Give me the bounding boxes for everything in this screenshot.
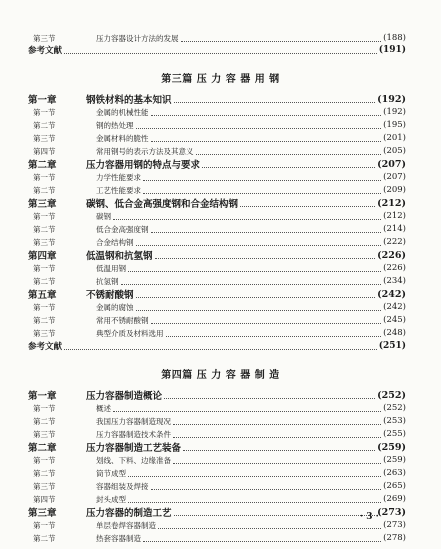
- section-title: 热套容器制造: [96, 533, 141, 543]
- part-heading: 第四篇 压 力 容 器 制 造: [161, 370, 280, 381]
- page-ref: (212): [383, 211, 406, 221]
- section-label: 第三节: [33, 328, 56, 338]
- toc-entry-chapter: [28, 158, 406, 170]
- chapter-label: 第三章: [28, 508, 57, 519]
- toc-entry-section: [28, 210, 406, 222]
- leader-dots: [128, 501, 381, 503]
- leader-dots: [155, 257, 376, 259]
- section-title: 概述: [96, 403, 111, 413]
- page-ref: (192): [383, 107, 406, 117]
- section-title: 筒节成型: [96, 468, 126, 478]
- section-title: 单层卷焊容器制造: [96, 520, 156, 530]
- section-title: 金属材料的脆性: [96, 133, 149, 143]
- section-title: 压力容器制造技术条件: [96, 429, 171, 439]
- toc-entry-section: [28, 314, 406, 326]
- leader-dots: [174, 101, 376, 103]
- toc-entry-section: [28, 493, 406, 505]
- toc-entry-section: [28, 428, 406, 440]
- section-title: 低合金高强度钢: [96, 224, 149, 234]
- page-ref: (278): [383, 533, 406, 543]
- chapter-label: 第二章: [28, 160, 57, 171]
- section-title: 工艺性能要求: [96, 185, 141, 195]
- section-label: 第三节: [33, 481, 56, 491]
- toc-entry-chapter: [28, 389, 406, 401]
- chapter-label: 第一章: [28, 95, 57, 106]
- section-title: 合金结构钢: [96, 237, 134, 247]
- page-ref: (273): [383, 520, 406, 530]
- toc-entry-section: [28, 171, 406, 183]
- page-ref: (226): [383, 263, 406, 273]
- page-ref: (251): [378, 341, 406, 351]
- section-label: 第二节: [33, 276, 56, 286]
- toc-entry-section: [28, 275, 406, 287]
- leader-dots: [202, 166, 375, 168]
- page-ref: (188): [383, 33, 406, 43]
- toc-entry-section: [28, 145, 406, 157]
- section-label: 第二节: [33, 185, 56, 195]
- page-ref: (191): [378, 45, 406, 55]
- chapter-title: 压力容器制造概论: [86, 391, 163, 402]
- leader-dots: [136, 244, 382, 246]
- leader-dots: [143, 192, 381, 194]
- toc-entry-section: [28, 480, 406, 492]
- leader-dots: [151, 322, 382, 324]
- section-label: 第二节: [33, 533, 56, 543]
- leader-dots: [136, 127, 382, 129]
- section-title: 钢的热处理: [96, 120, 134, 130]
- leader-dots: [181, 40, 382, 42]
- toc-entry-section: [28, 262, 406, 274]
- leader-dots: [164, 397, 375, 399]
- leader-dots: [151, 140, 382, 142]
- toc-entry-section: [28, 402, 406, 414]
- leader-dots: [174, 514, 376, 516]
- section-title: 我国压力容器制造现况: [96, 416, 171, 426]
- chapter-title: 钢铁材料的基本知识: [86, 95, 172, 106]
- section-title: 抗氢钢: [96, 276, 119, 286]
- leader-dots: [128, 475, 381, 477]
- leader-dots: [136, 296, 376, 298]
- toc-entry-chapter: [28, 249, 406, 261]
- leader-dots: [113, 410, 381, 412]
- chapter-label: 第一章: [28, 391, 57, 402]
- toc-entry-chapter: [28, 288, 406, 300]
- section-title: 力学性能要求: [96, 172, 141, 182]
- page-ref: (226): [377, 249, 406, 261]
- toc-entry-section: [28, 119, 406, 131]
- section-title: 低温用钢: [96, 263, 126, 273]
- chapter-title: 低温钢和抗氢钢: [86, 251, 153, 262]
- toc-entry-section: [28, 454, 406, 466]
- toc-entry-section: [28, 236, 406, 248]
- leader-dots: [113, 218, 381, 220]
- page-ref: (205): [383, 146, 406, 156]
- leader-dots: [64, 52, 377, 54]
- page-ref: (259): [383, 455, 406, 465]
- toc-entry-references: [28, 340, 406, 352]
- section-title: 容器组装及焊接: [96, 481, 149, 491]
- references-label: 参考文献: [28, 46, 63, 56]
- leader-dots: [64, 348, 377, 350]
- section-label: 第三节: [33, 133, 56, 143]
- section-label: 第一节: [33, 107, 56, 117]
- page-ref: (195): [383, 120, 406, 130]
- section-label: 第一节: [33, 302, 56, 312]
- leader-dots: [173, 436, 381, 438]
- chapter-label: 第二章: [28, 443, 57, 454]
- page-ref: (265): [383, 481, 406, 491]
- page-ref: (234): [383, 276, 406, 286]
- toc-entry-references: [28, 44, 406, 56]
- section-label: 第一节: [33, 211, 56, 221]
- toc-entry-section: [28, 106, 406, 118]
- toc-entry-section: [28, 467, 406, 479]
- leader-dots: [166, 335, 382, 337]
- page-ref: (269): [383, 494, 406, 504]
- chapter-title: 压力容器用钢的特点与要求: [86, 160, 201, 171]
- section-label: 第三节: [33, 237, 56, 247]
- leader-dots: [158, 527, 381, 529]
- leader-dots: [151, 114, 382, 116]
- section-label: 第一节: [33, 263, 56, 273]
- section-label: 第二节: [33, 224, 56, 234]
- leader-dots: [196, 153, 382, 155]
- section-label: 第一节: [33, 403, 56, 413]
- chapter-label: 第五章: [28, 290, 57, 301]
- section-label: 第二节: [33, 416, 56, 426]
- section-label: 第一节: [33, 455, 56, 465]
- section-label: 第三节: [33, 33, 56, 43]
- leader-dots: [173, 423, 381, 425]
- page-ref: (207): [377, 158, 406, 170]
- section-title: 碳钢: [96, 211, 111, 221]
- toc-entry-section: [28, 327, 406, 339]
- leader-dots: [143, 540, 381, 542]
- page-ref: (252): [383, 403, 406, 413]
- section-title: 划线、下料、边缘准备: [96, 455, 171, 465]
- part-heading: 第三篇 压 力 容 器 用 钢: [161, 74, 280, 85]
- section-title: 典型介质及材料选用: [96, 328, 164, 338]
- chapter-label: 第三章: [28, 199, 57, 210]
- page-ref: (212): [377, 197, 406, 209]
- page-ref: (253): [383, 416, 406, 426]
- section-title: 金属的腐蚀: [96, 302, 134, 312]
- chapter-title: 压力容器制造工艺装备: [86, 443, 182, 454]
- page-ref: (248): [383, 328, 406, 338]
- section-title: 封头成型: [96, 494, 126, 504]
- leader-dots: [128, 270, 381, 272]
- toc-entry-section: [28, 184, 406, 196]
- page-ref: (252): [377, 389, 406, 401]
- section-label: 第四节: [33, 146, 56, 156]
- page-ref: (201): [383, 133, 406, 143]
- section-title: 常用不锈耐酸钢: [96, 315, 149, 325]
- page-ref: (245): [383, 315, 406, 325]
- section-label: 第二节: [33, 468, 56, 478]
- toc-entry-section: [28, 532, 406, 544]
- toc-entry-section: [28, 415, 406, 427]
- page-ref: (192): [377, 93, 406, 105]
- page-ref: (207): [383, 172, 406, 182]
- page-ref: (242): [377, 288, 406, 300]
- section-label: 第四节: [33, 494, 56, 504]
- section-label: 第一节: [33, 520, 56, 530]
- page-ref: (263): [383, 468, 406, 478]
- toc-entry-chapter: [28, 441, 406, 453]
- leader-dots: [173, 462, 381, 464]
- leader-dots: [143, 179, 381, 181]
- section-label: 第二节: [33, 120, 56, 130]
- chapter-title: 压力容器的制造工艺: [86, 508, 172, 519]
- chapter-title: 不锈耐酸钢: [86, 290, 134, 301]
- section-title: 常用钢号的表示方法及其意义: [96, 146, 194, 156]
- section-title: 金属的机械性能: [96, 107, 149, 117]
- toc-entry-chapter: [28, 93, 406, 105]
- toc-entry-section: [28, 223, 406, 235]
- toc-entry-section: [28, 32, 406, 44]
- page-ref: (214): [383, 224, 406, 234]
- toc-entry-chapter: [28, 197, 406, 209]
- page-ref: (209): [383, 185, 406, 195]
- page-ref: (242): [383, 302, 406, 312]
- leader-dots: [183, 449, 375, 451]
- chapter-label: 第四章: [28, 251, 57, 262]
- leader-dots: [121, 283, 382, 285]
- page-number: · 3 ·: [360, 512, 379, 522]
- page-ref: (222): [383, 237, 406, 247]
- page-ref: (273): [377, 506, 406, 518]
- page-ref: (259): [377, 441, 406, 453]
- section-title: 压力容器设计方法的发展: [96, 33, 179, 43]
- chapter-title: 碳钢、低合金高强度钢和合金结构钢: [86, 199, 239, 210]
- section-label: 第二节: [33, 315, 56, 325]
- toc-entry-section: [28, 301, 406, 313]
- section-label: 第一节: [33, 172, 56, 182]
- toc-entry-chapter: [28, 506, 406, 518]
- leader-dots: [136, 309, 382, 311]
- toc-entry-section: [28, 132, 406, 144]
- toc-entry-section: [28, 519, 406, 531]
- leader-dots: [240, 205, 375, 207]
- leader-dots: [151, 231, 382, 233]
- references-label: 参考文献: [28, 342, 63, 352]
- page-ref: (255): [383, 429, 406, 439]
- leader-dots: [151, 488, 382, 490]
- section-label: 第三节: [33, 429, 56, 439]
